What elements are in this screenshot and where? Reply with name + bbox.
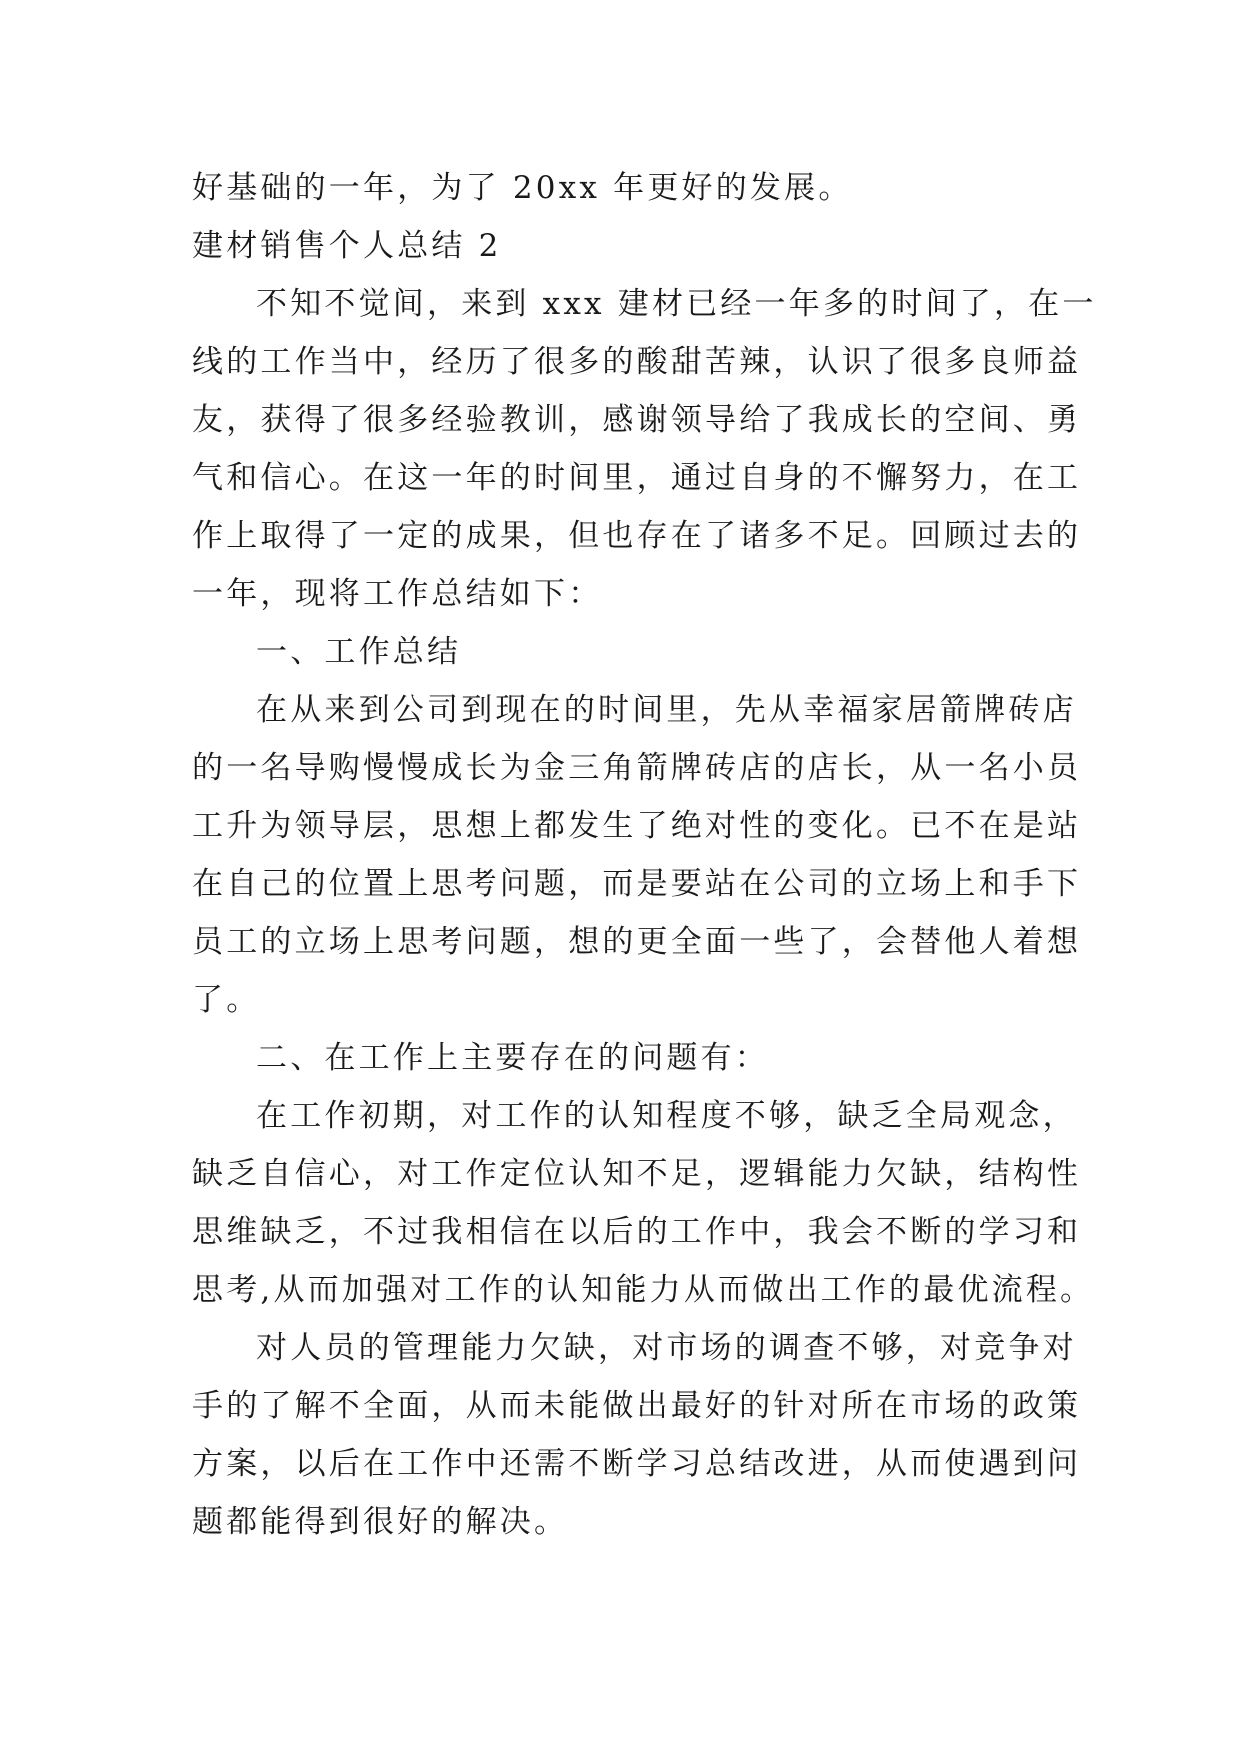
text-line: 的一名导购慢慢成长为金三角箭牌砖店的店长，从一名小员 bbox=[192, 750, 1082, 786]
text-line: 在从来到公司到现在的时间里，先从幸福家居箭牌砖店 bbox=[256, 692, 1077, 728]
text-line: 题都能得到很好的解决。 bbox=[192, 1504, 569, 1540]
text-line: 在工作初期，对工作的认知程度不够，缺乏全局观念， bbox=[256, 1098, 1077, 1134]
text-line: 对人员的管理能力欠缺，对市场的调查不够，对竞争对 bbox=[256, 1330, 1077, 1366]
text-line: 气和信心。在这一年的时间里，通过自身的不懈努力，在工 bbox=[192, 460, 1082, 496]
text-line: 好基础的一年，为了 20xx 年更好的发展。 bbox=[192, 170, 853, 206]
subheading: 一、工作总结 bbox=[256, 634, 462, 670]
text-line: 员工的立场上思考问题，想的更全面一些了，会替他人着想 bbox=[192, 924, 1082, 960]
text-line: 缺乏自信心，对工作定位认知不足，逻辑能力欠缺，结构性 bbox=[192, 1156, 1082, 1192]
text-line: 作上取得了一定的成果，但也存在了诸多不足。回顾过去的 bbox=[192, 518, 1082, 554]
text-line: 一年，现将工作总结如下： bbox=[192, 576, 603, 612]
text-line: 在自己的位置上思考问题，而是要站在公司的立场上和手下 bbox=[192, 866, 1082, 902]
text-line: 不知不觉间，来到 xxx 建材已经一年多的时间了，在一 bbox=[256, 286, 1097, 322]
text-line: 思维缺乏，不过我相信在以后的工作中，我会不断的学习和 bbox=[192, 1214, 1082, 1250]
text-line: 友，获得了很多经验教训，感谢领导给了我成长的空间、勇 bbox=[192, 402, 1082, 438]
subheading: 二、在工作上主要存在的问题有： bbox=[256, 1040, 769, 1076]
text-line: 了。 bbox=[192, 982, 261, 1018]
text-line: 方案，以后在工作中还需不断学习总结改进，从而使遇到问 bbox=[192, 1446, 1082, 1482]
text-line: 思考,从而加强对工作的认知能力从而做出工作的最优流程。 bbox=[192, 1272, 1095, 1308]
text-line: 线的工作当中，经历了很多的酸甜苦辣，认识了很多良师益 bbox=[192, 344, 1082, 380]
text-line: 工升为领导层，思想上都发生了绝对性的变化。已不在是站 bbox=[192, 808, 1082, 844]
document-body bbox=[192, 159, 1097, 1551]
text-line: 手的了解不全面，从而未能做出最好的针对所在市场的政策 bbox=[192, 1388, 1082, 1424]
section-title: 建材销售个人总结 2 bbox=[192, 228, 502, 264]
